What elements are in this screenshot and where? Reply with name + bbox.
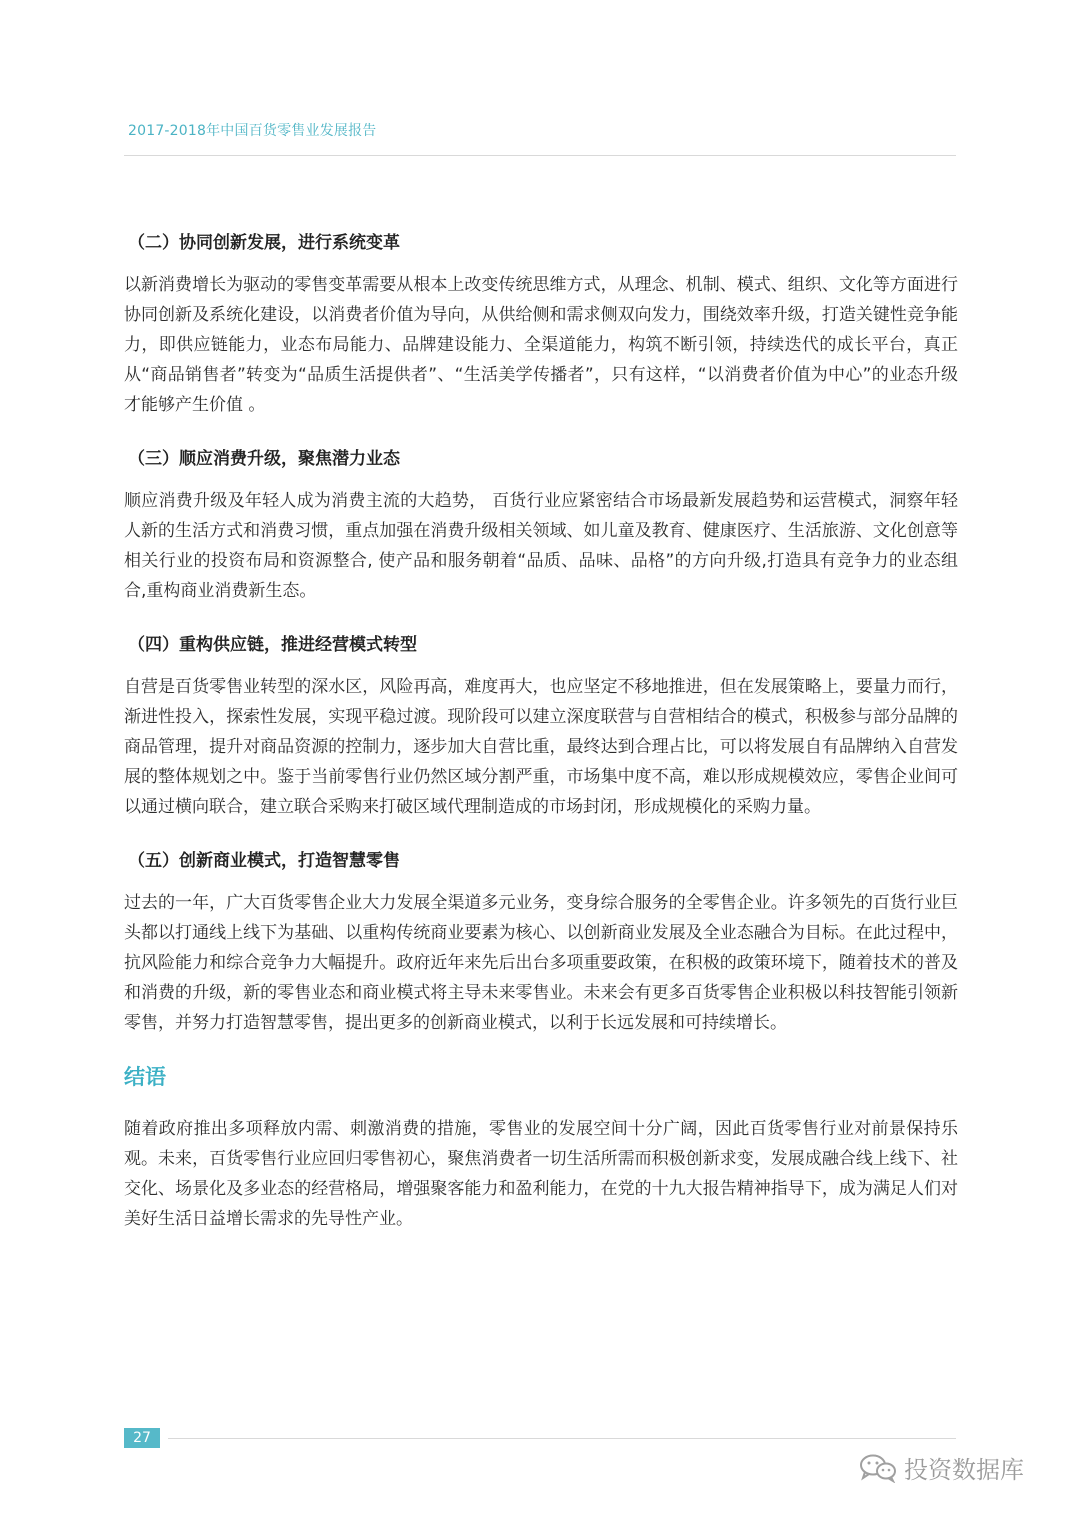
conclusion-section [124,1062,958,1234]
watermark [858,1450,1024,1485]
section-3 [124,444,958,606]
main-content [124,228,958,1258]
footer-divider [168,1438,956,1439]
section-heading: （五）创新商业模式，打造智慧零售 [128,851,400,871]
header-divider [124,155,956,156]
section-heading: （三）顺应消费升级，聚焦潜力业态 [128,449,400,469]
section-2 [124,228,958,420]
wechat-icon [858,1453,898,1483]
section-paragraph: 自营是百货零售业转型的深水区，风险再高，难度再大，也应坚定不移地推进，但在发展策略上，要量力而行，渐进性投入，探索性发展，实现平稳过渡。现阶段可以建立深度联营与自营相结合的模式，积极参与部分品牌的商品管理，提升对商品资源的控制力，逐步加大自营比重，最终达到合理占比，可以将发展自有品牌纳入自营发展的整体规划之中。鉴于当前零售行业仍然区域分割严重，市场集中度不高，难以形成规模效应，零售企业间可以通过横向联合，建立联合采购来打破区域代理制造成的市场封闭，形成规模化的采购力量。 [124,677,958,817]
section-paragraph: 以新消费增长为驱动的零售变革需要从根本上改变传统思维方式，从理念、机制、模式、组织、文化等方面进行协同创新及系统化建设，以消费者价值为导向，从供给侧和需求侧双向发力，围绕效率升级，打造关键性竞争能力，即供应链能力，业态布局能力、品牌建设能力、全渠道能力，构筑不断引领，持续迭代的成长平台，真正从“商品销售者”转变为“品质生活提供者”、“生活美学传播者”，只有这样，“以消费者价值为中心”的业态升级才能够产生价值 。 [124,275,958,415]
section-paragraph: 过去的一年，广大百货零售企业大力发展全渠道多元业务，变身综合服务的全零售企业。许多领先的百货行业巨头都以打通线上线下为基础、以重构传统商业要素为核心、以创新商业发展及全业态融合为目标。在此过程中，抗风险能力和综合竞争力大幅提升。政府近年来先后出台多项重要政策，在积极的政策环境下，随着技术的普及和消费的升级，新的零售业态和商业模式将主导未来零售业。未来会有更多百货零售企业积极以科技智能引领新零售，并努力打造智慧零售，提出更多的创新商业模式，以利于长远发展和可持续增长。 [124,893,958,1033]
section-4 [124,630,958,822]
watermark-text: 投资数据库 [904,1456,1024,1484]
conclusion-heading: 结语 [124,1065,166,1089]
section-heading: （四）重构供应链，推进经营模式转型 [128,635,417,655]
conclusion-paragraph: 随着政府推出多项释放内需、刺激消费的措施，零售业的发展空间十分广阔，因此百货零售行业对前景保持乐观。未来，百货零售行业应回归零售初心，聚焦消费者一切生活所需而积极创新求变，发展成融合线上线下、社交化、场景化及多业态的经营格局，增强聚客能力和盈利能力，在党的十九大报告精神指导下，成为满足人们对美好生活日益增长需求的先导性产业。 [124,1119,958,1229]
section-heading: （二）协同创新发展，进行系统变革 [128,233,400,253]
page-number: 27 [124,1428,160,1448]
section-5 [124,846,958,1038]
report-title: 2017-2018年中国百货零售业发展报告 [128,123,377,139]
section-paragraph: 顺应消费升级及年轻人成为消费主流的大趋势， 百货行业应紧密结合市场最新发展趋势和运营模式，洞察年轻人新的生活方式和消费习惯，重点加强在消费升级相关领域、如儿童及教育、健康医疗、生活旅游、文化创意等相关行业的投资布局和资源整合, 使产品和服务朝着“品质、品味、品格”的方向升级,打造具有竞争力的业态组合,重构商业消费新生态。 [124,491,958,601]
